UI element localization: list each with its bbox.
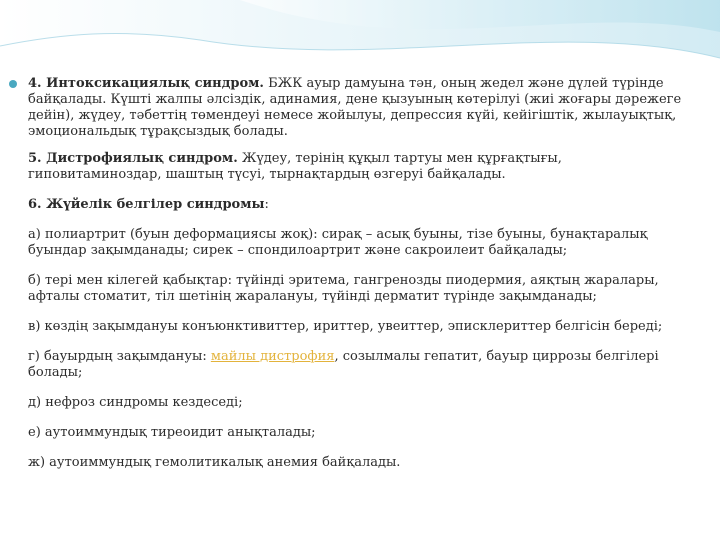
sub-item-c: в) көздің зақымдануы конъюнктивиттер, ириттер, увеиттер, эписклериттер белгісін береді; [28, 319, 663, 334]
sub-item-e: д) нефроз синдромы кездеседі; [28, 395, 243, 410]
item-4-text: БЖК ауыр дамуына тән, оның жедел және дүлей түрінде байқалады. Күшті жалпы әлсіздік, адинамия, дене қызуының көтерілуі (жиі жоғары дәрежеге дейін), жүдеу, тәбеттің төмендеуі немесе жойылуы, депрессия күйі, кейігіштік, жылауықтық, эмоциональдық тұрақсыздық болады. [28, 76, 682, 139]
sub-item-d [28, 349, 698, 381]
item-5-dystrophy [28, 151, 698, 183]
item-6-heading: 6. Жүйелік белгілер синдромы [28, 197, 265, 212]
item-4-intoxication [28, 76, 698, 140]
sub-item-d-before: г) бауырдың зақымдануы: [28, 349, 211, 364]
sub-item-d-after: , созылмалы гепатит, бауыр циррозы белгілері болады; [28, 349, 659, 380]
bullet-icon [9, 80, 17, 88]
top-wave-decoration [0, 0, 720, 70]
sub-item-b: б) тері мен кілегей қабықтар: түйінді эритема, гангренозды пиодермия, аяқтың жаралары, афталы стоматит, тіл шетінің жаралануы, түйінді дерматит түрінде зақымданады; [28, 273, 659, 304]
item-5-text: Жүдеу, терінің құқыл тартуы мен құрғақтығы, гиповитаминоздар, шаштың түсуі, тырнақтардың өзгеруі байқалады. [28, 151, 562, 182]
item-6-colon: : [264, 197, 269, 212]
content-area [28, 76, 698, 471]
sub-item-f: е) аутоиммундық тиреоидит анықталады; [28, 425, 316, 440]
item-5-heading: 5. Дистрофиялық синдром. [28, 151, 238, 166]
sub-item-g: ж) аутоиммундық гемолитикалық анемия байқалады. [28, 455, 401, 470]
fatty-dystrophy-link[interactable]: майлы дистрофия [210, 349, 335, 364]
item-4-heading: 4. Интоксикациялық синдром. [28, 76, 264, 91]
item-6-systemic [28, 197, 698, 213]
sub-item-a: а) полиартрит (буын деформациясы жоқ): сирақ – асық буыны, тізе буыны, бунақтаралық буындар зақымданады; сирек – спондилоартрит және сакроилеит байқалады; [28, 227, 648, 258]
